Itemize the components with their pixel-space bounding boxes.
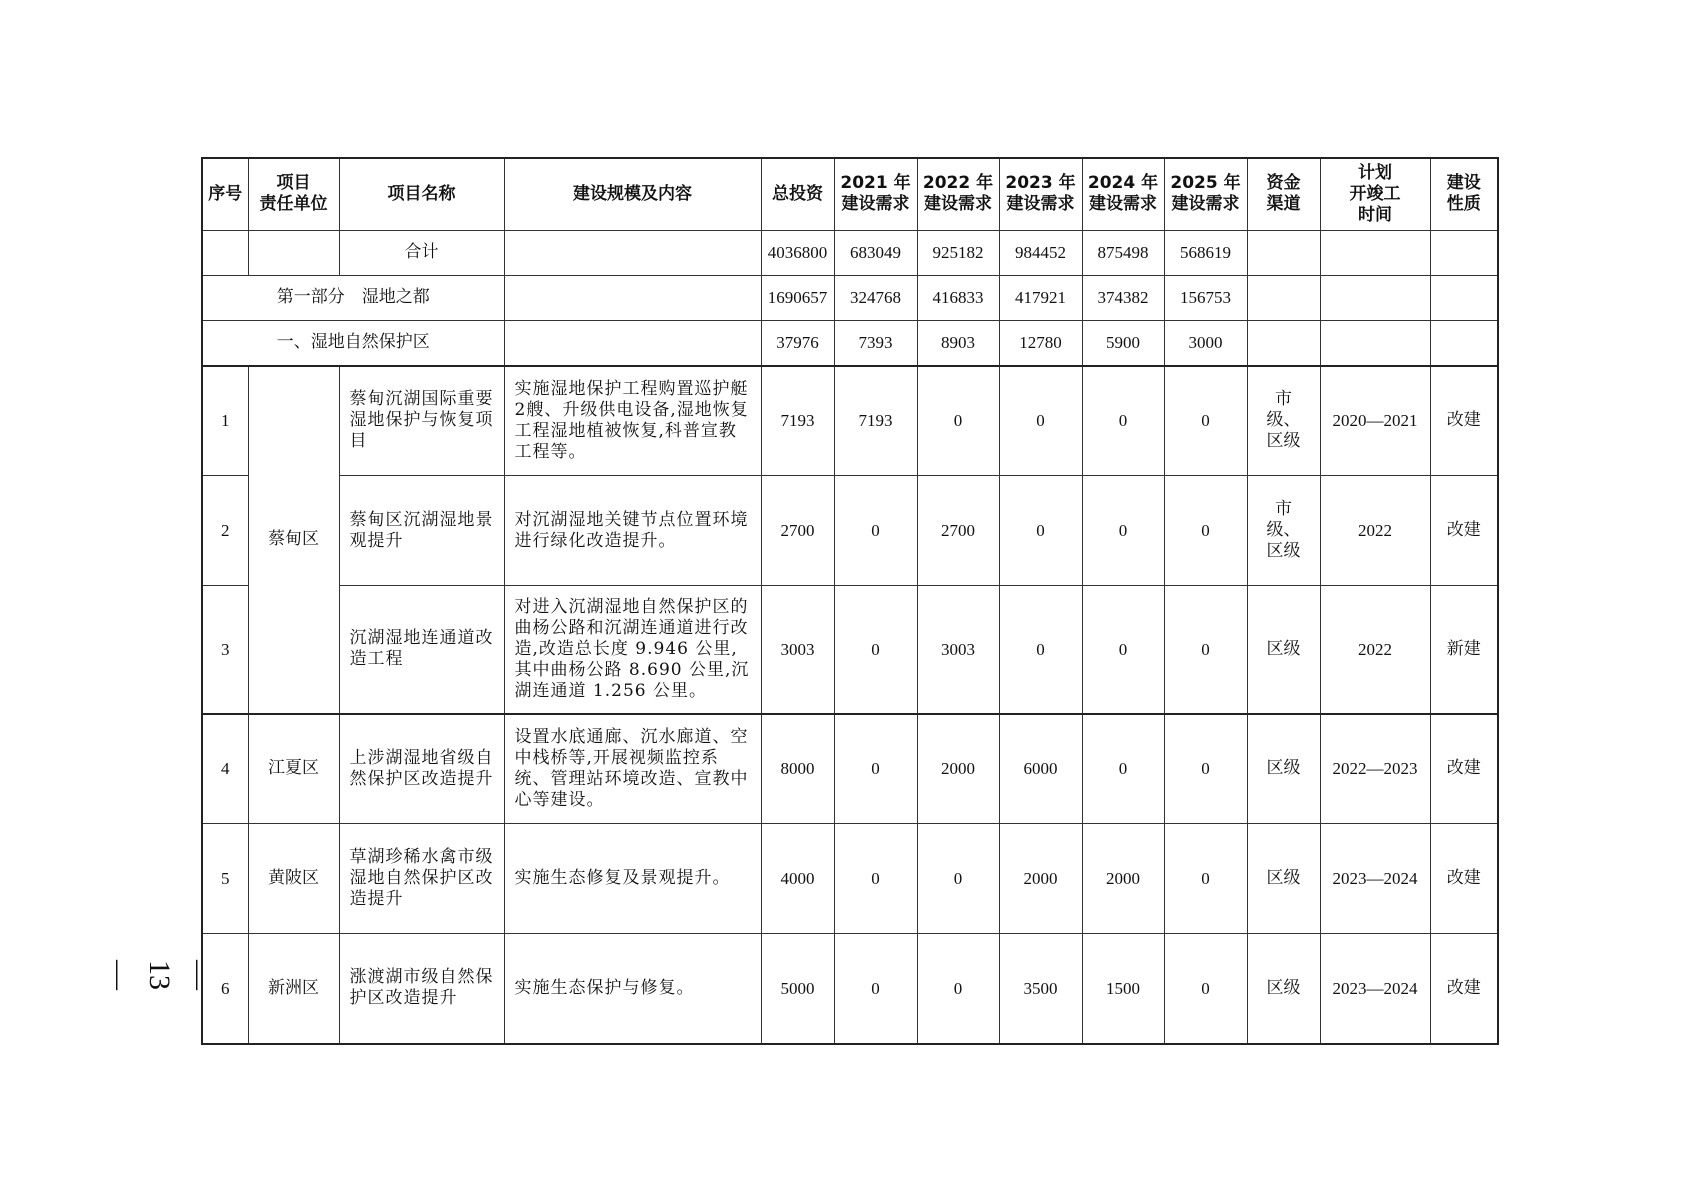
- header-2024: 2024 年 建设需求: [1082, 158, 1164, 230]
- row-fund: 区级: [1247, 714, 1320, 824]
- row-2021: 7193: [834, 366, 917, 476]
- row-2023: 3500: [999, 934, 1082, 1044]
- row-2022: 0: [917, 824, 999, 934]
- part-2022: 416833: [917, 275, 999, 320]
- header-name: 项目名称: [339, 158, 504, 230]
- row-seq: 6: [202, 934, 248, 1044]
- row-2024: 0: [1082, 714, 1164, 824]
- row-unit: 蔡甸区: [248, 366, 339, 714]
- row-fund: 区级: [1247, 934, 1320, 1044]
- section-nature-cell: [1430, 320, 1498, 366]
- part-2025: 156753: [1164, 275, 1247, 320]
- row-2022: 3003: [917, 586, 999, 714]
- row-plan: 2022—2023: [1320, 714, 1430, 824]
- row-nature: 改建: [1430, 824, 1498, 934]
- row-2023: 0: [999, 366, 1082, 476]
- row-2025: 0: [1164, 714, 1247, 824]
- project-table: [201, 157, 1499, 1045]
- total-seq-cell: [202, 230, 248, 275]
- section-plan-cell: [1320, 320, 1430, 366]
- row-2023: 2000: [999, 824, 1082, 934]
- row-2022: 0: [917, 934, 999, 1044]
- total-nature-cell: [1430, 230, 1498, 275]
- row-nature: 改建: [1430, 366, 1498, 476]
- row-total: 7193: [761, 366, 834, 476]
- row-nature: 改建: [1430, 476, 1498, 586]
- row-project-name: 涨渡湖市级自然保护区改造提升: [339, 934, 504, 1044]
- table-row: [202, 476, 1498, 586]
- row-scope: 实施湿地保护工程购置巡护艇2艘、升级供电设备,湿地恢复工程湿地植被恢复,科普宣教工程等。: [504, 366, 761, 476]
- header-total: 总投资: [761, 158, 834, 230]
- page-number: — 13 —: [103, 960, 216, 990]
- row-2024: 1500: [1082, 934, 1164, 1044]
- part-row: [202, 275, 1498, 320]
- row-scope: 对进入沉湖湿地自然保护区的曲杨公路和沉湖连通道进行改造,改造总长度 9.946 公里,其中曲杨公路 8.690 公里,沉湖连通道 1.256 公里。: [504, 586, 761, 714]
- row-2023: 0: [999, 476, 1082, 586]
- part-2024: 374382: [1082, 275, 1164, 320]
- header-fund: 资金 渠道: [1247, 158, 1320, 230]
- table-row: [202, 586, 1498, 714]
- header-2025: 2025 年 建设需求: [1164, 158, 1247, 230]
- row-seq: 1: [202, 366, 248, 476]
- section-2025: 3000: [1164, 320, 1247, 366]
- section-row: [202, 320, 1498, 366]
- total-label: 合计: [339, 230, 504, 275]
- row-2024: 0: [1082, 366, 1164, 476]
- section-total: 37976: [761, 320, 834, 366]
- row-unit: 江夏区: [248, 714, 339, 824]
- section-fund-cell: [1247, 320, 1320, 366]
- header-seq: 序号: [202, 158, 248, 230]
- row-2021: 0: [834, 934, 917, 1044]
- row-2023: 0: [999, 586, 1082, 714]
- row-seq: 2: [202, 476, 248, 586]
- row-unit: 新洲区: [248, 934, 339, 1044]
- row-2025: 0: [1164, 366, 1247, 476]
- row-total: 2700: [761, 476, 834, 586]
- header-2023: 2023 年 建设需求: [999, 158, 1082, 230]
- row-2023: 6000: [999, 714, 1082, 824]
- total-fund-cell: [1247, 230, 1320, 275]
- row-2022: 0: [917, 366, 999, 476]
- header-nature: 建设 性质: [1430, 158, 1498, 230]
- row-seq: 4: [202, 714, 248, 824]
- row-2021: 0: [834, 824, 917, 934]
- row-project-name: 蔡甸区沉湖湿地景观提升: [339, 476, 504, 586]
- row-plan: 2022: [1320, 476, 1430, 586]
- row-total: 4000: [761, 824, 834, 934]
- header-2022: 2022 年 建设需求: [917, 158, 999, 230]
- header-plan: 计划 开竣工 时间: [1320, 158, 1430, 230]
- row-2022: 2700: [917, 476, 999, 586]
- header-scope: 建设规模及内容: [504, 158, 761, 230]
- total-row: [202, 230, 1498, 275]
- section-scope-cell: [504, 320, 761, 366]
- part-plan-cell: [1320, 275, 1430, 320]
- row-fund: 区级: [1247, 586, 1320, 714]
- row-total: 5000: [761, 934, 834, 1044]
- row-nature: 改建: [1430, 934, 1498, 1044]
- part-total: 1690657: [761, 275, 834, 320]
- part-fund-cell: [1247, 275, 1320, 320]
- row-fund: 市级、区级: [1247, 476, 1320, 586]
- total-2023: 984452: [999, 230, 1082, 275]
- total-2022: 925182: [917, 230, 999, 275]
- row-total: 8000: [761, 714, 834, 824]
- row-2025: 0: [1164, 824, 1247, 934]
- row-plan: 2020—2021: [1320, 366, 1430, 476]
- total-2021: 683049: [834, 230, 917, 275]
- header-unit: 项目 责任单位: [248, 158, 339, 230]
- header-2021: 2021 年 建设需求: [834, 158, 917, 230]
- row-project-name: 上涉湖湿地省级自然保护区改造提升: [339, 714, 504, 824]
- table-row: [202, 366, 1498, 476]
- row-project-name: 蔡甸沉湖国际重要湿地保护与恢复项目: [339, 366, 504, 476]
- row-scope: 设置水底通廊、沉水廊道、空中栈桥等,开展视频监控系统、管理站环境改造、宣教中心等建设。: [504, 714, 761, 824]
- header-row: [202, 158, 1498, 230]
- total-scope-cell: [504, 230, 761, 275]
- row-2021: 0: [834, 476, 917, 586]
- table-row: [202, 824, 1498, 934]
- row-scope: 对沉湖湿地关键节点位置环境进行绿化改造提升。: [504, 476, 761, 586]
- row-project-name: 草湖珍稀水禽市级湿地自然保护区改造提升: [339, 824, 504, 934]
- table-row: [202, 934, 1498, 1044]
- row-scope: 实施生态修复及景观提升。: [504, 824, 761, 934]
- row-2025: 0: [1164, 586, 1247, 714]
- row-plan: 2023—2024: [1320, 824, 1430, 934]
- row-2025: 0: [1164, 476, 1247, 586]
- row-nature: 改建: [1430, 714, 1498, 824]
- section-label: 一、湿地自然保护区: [202, 320, 504, 366]
- row-fund: 区级: [1247, 824, 1320, 934]
- part-nature-cell: [1430, 275, 1498, 320]
- part-label: 第一部分 湿地之都: [202, 275, 504, 320]
- section-2022: 8903: [917, 320, 999, 366]
- section-2023: 12780: [999, 320, 1082, 366]
- part-2021: 324768: [834, 275, 917, 320]
- part-2023: 417921: [999, 275, 1082, 320]
- total-2025: 568619: [1164, 230, 1247, 275]
- row-2025: 0: [1164, 934, 1247, 1044]
- row-nature: 新建: [1430, 586, 1498, 714]
- row-2021: 0: [834, 586, 917, 714]
- row-total: 3003: [761, 586, 834, 714]
- total-2024: 875498: [1082, 230, 1164, 275]
- row-project-name: 沉湖湿地连通道改造工程: [339, 586, 504, 714]
- total-total: 4036800: [761, 230, 834, 275]
- row-seq: 3: [202, 586, 248, 714]
- row-fund: 市级、区级: [1247, 366, 1320, 476]
- row-scope: 实施生态保护与修复。: [504, 934, 761, 1044]
- total-unit-cell: [248, 230, 339, 275]
- row-unit: 黄陂区: [248, 824, 339, 934]
- row-2022: 2000: [917, 714, 999, 824]
- row-2021: 0: [834, 714, 917, 824]
- section-2024: 5900: [1082, 320, 1164, 366]
- section-2021: 7393: [834, 320, 917, 366]
- row-2024: 2000: [1082, 824, 1164, 934]
- row-seq: 5: [202, 824, 248, 934]
- row-plan: 2022: [1320, 586, 1430, 714]
- total-plan-cell: [1320, 230, 1430, 275]
- row-plan: 2023—2024: [1320, 934, 1430, 1044]
- row-2024: 0: [1082, 586, 1164, 714]
- part-scope-cell: [504, 275, 761, 320]
- row-2024: 0: [1082, 476, 1164, 586]
- table-row: [202, 714, 1498, 824]
